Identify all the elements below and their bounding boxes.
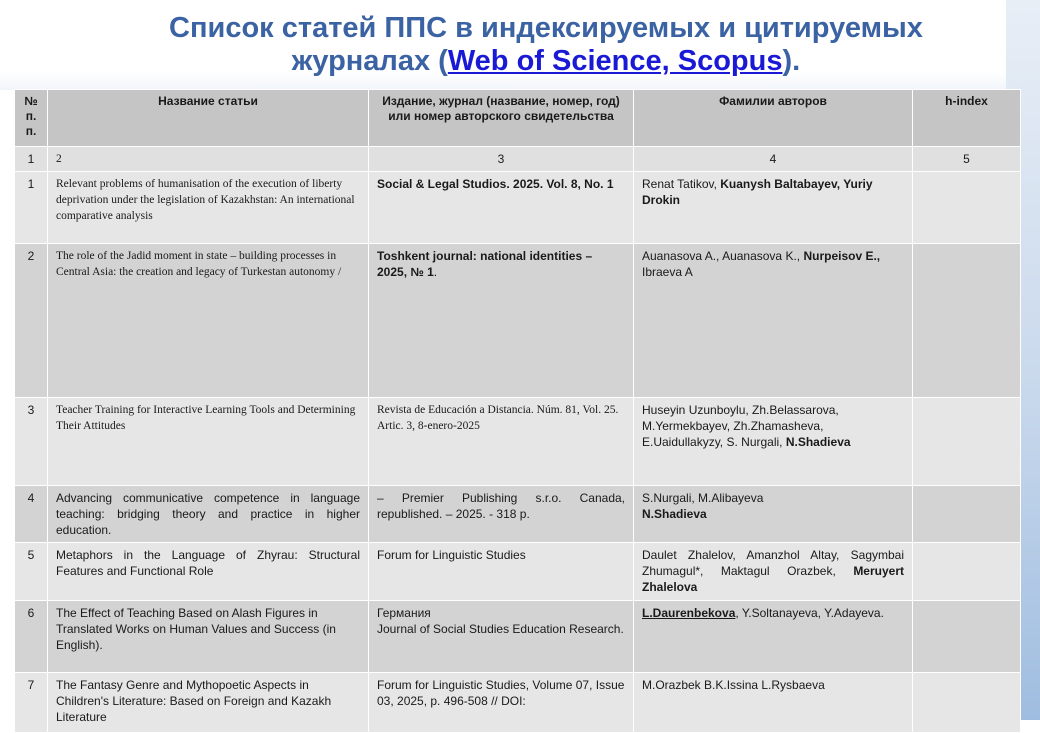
journal-cell: Forum for Linguistic Studies, Volume 07, Issue 03, 2025, p. 496-508 // DOI: [369,673,634,733]
hindex-cell [913,398,1021,486]
authors-cell: Auanasova A., Auanasova K., Nurpeisov E., Ibraeva A [634,244,913,398]
title-line-2: журналах (Web of Science, Scopus). [291,45,801,77]
journal-cell: – Premier Publishing s.r.o. Canada, republished. – 2025. - 318 p. [369,486,634,543]
article-title: Relevant problems of humanisation of the execution of liberty deprivation under the legislation of Kazakhstan: An international comparative analysis [48,172,369,244]
journal-cell: Toshkent journal: national identities – 2025, № 1. [369,244,634,398]
column-number: 3 [369,147,634,172]
slide-title [96,12,996,78]
authors-cell: Daulet Zhalelov, Amanzhol Altay, Sagymbai Zhumagul*, Maktagul Orazbek, Meruyert Zhalelova [634,543,913,601]
table-header-row [15,90,1021,147]
header-title: Название статьи [48,90,369,147]
article-title: The Fantasy Genre and Mythopoetic Aspects in Children's Literature: Based on Foreign and Kazakh Literature [48,673,369,733]
column-number-row [15,147,1021,172]
table-row [15,398,1021,486]
column-number: 5 [913,147,1021,172]
row-number: 1 [15,172,48,244]
row-number: 4 [15,486,48,543]
column-number: 2 [48,147,369,172]
row-number: 7 [15,673,48,733]
header-journal: Издание, журнал (название, номер, год) или номер авторского свидетельства [369,90,634,147]
table-row [15,673,1021,733]
hindex-cell [913,673,1021,733]
row-number: 3 [15,398,48,486]
authors-cell: S.Nurgali, M.Alibayeva N.Shadieva [634,486,913,543]
table-row [15,486,1021,543]
row-number: 6 [15,601,48,673]
title-line-1: Список статей ППС в индексируемых и цитируемых [169,12,923,44]
authors-cell: Huseyin Uzunboylu, Zh.Belassarova, M.Yermekbayev, Zh.Zhamasheva, E.Uaidullakyzy, S. Nurgali, N.Shadieva [634,398,913,486]
column-number: 1 [15,147,48,172]
journal-cell: Forum for Linguistic Studies [369,543,634,601]
article-title: The Effect of Teaching Based on Alash Figures in Translated Works on Human Values and Success (in English). [48,601,369,673]
header-authors: Фамилии авторов [634,90,913,147]
authors-cell: Renat Tatikov, Kuanysh Baltabayev, Yuriy Drokin [634,172,913,244]
hindex-cell [913,486,1021,543]
article-title: Teacher Training for Interactive Learning Tools and Determining Their Attitudes [48,398,369,486]
authors-cell: M.Orazbek B.K.Issina L.Rysbaeva [634,673,913,733]
wos-scopus-link[interactable]: Web of Science, Scopus [447,45,783,77]
authors-cell: L.Daurenbekova, Y.Soltanayeva, Y.Adayeva. [634,601,913,673]
header-number: № п. п. [15,90,48,147]
article-title: Advancing communicative competence in language teaching: bridging theory and practice in higher education. [48,486,369,543]
hindex-cell [913,244,1021,398]
table-row [15,172,1021,244]
column-number: 4 [634,147,913,172]
hindex-cell [913,601,1021,673]
journal-cell: Revista de Educación a Distancia. Núm. 81, Vol. 25. Artic. 3, 8-enero-2025 [369,398,634,486]
article-title: Metaphors in the Language of Zhyrau: Structural Features and Functional Role [48,543,369,601]
hindex-cell [913,172,1021,244]
row-number: 2 [15,244,48,398]
hindex-cell [913,543,1021,601]
journal-cell: Social & Legal Studios. 2025. Vol. 8, No. 1 [369,172,634,244]
table-row [15,244,1021,398]
table-row [15,543,1021,601]
table-row [15,601,1021,673]
header-hindex: h-index [913,90,1021,147]
articles-table [14,89,1021,733]
article-title: The role of the Jadid moment in state – building processes in Central Asia: the creation and legacy of Turkestan autonomy / [48,244,369,398]
journal-cell: Германия Journal of Social Studies Education Research. [369,601,634,673]
row-number: 5 [15,543,48,601]
